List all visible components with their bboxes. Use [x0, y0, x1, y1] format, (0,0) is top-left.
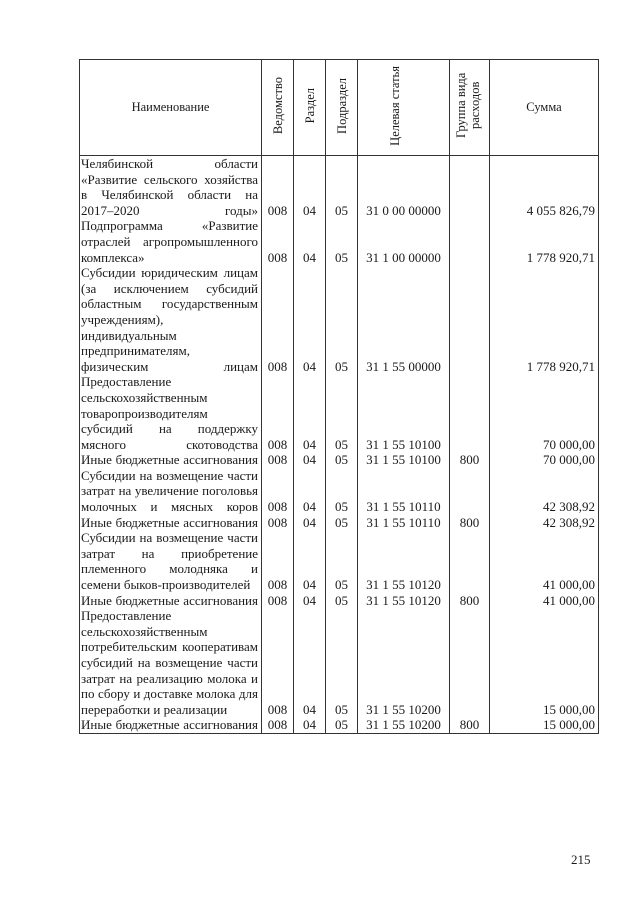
- row-podrazdel: 05: [326, 530, 358, 592]
- row-tselevaya-statya: 31 1 55 10100: [358, 452, 450, 468]
- table-row: [80, 593, 599, 609]
- header-vedomstvo-label: Ведомство: [270, 76, 285, 135]
- table-row: [80, 530, 599, 592]
- row-podrazdel: 05: [326, 608, 358, 717]
- row-vedomstvo: 008: [262, 468, 294, 515]
- row-summa: 42 308,92: [490, 468, 599, 515]
- row-gruppa-vida-rashodov: 800: [450, 452, 490, 468]
- row-tselevaya-statya: 31 1 55 10120: [358, 593, 450, 609]
- row-summa: 4 055 826,79: [490, 156, 599, 219]
- row-podrazdel: 05: [326, 374, 358, 452]
- table-row: [80, 218, 599, 265]
- header-gruppa-vida-rashodov: [450, 60, 490, 156]
- row-name: Подпрограмма «Развитие отраслей агропромышленного комплекса»: [80, 218, 262, 265]
- row-razdel: 04: [294, 156, 326, 219]
- row-podrazdel: 05: [326, 452, 358, 468]
- row-name: Челябинской области «Развитие сельского хозяйства в Челябинской области на 2017–2020 годы»: [80, 156, 262, 219]
- header-tselevaya-statya: [358, 60, 450, 156]
- row-razdel: 04: [294, 717, 326, 733]
- row-vedomstvo: 008: [262, 218, 294, 265]
- row-gruppa-vida-rashodov: 800: [450, 593, 490, 609]
- row-gruppa-vida-rashodov: [450, 265, 490, 374]
- table-row: [80, 156, 599, 219]
- header-summa: Сумма: [490, 60, 599, 156]
- row-name: Иные бюджетные ассигнования: [80, 452, 262, 468]
- row-summa: 1 778 920,71: [490, 218, 599, 265]
- row-tselevaya-statya: 31 1 55 10110: [358, 468, 450, 515]
- row-tselevaya-statya: 31 1 55 10100: [358, 374, 450, 452]
- row-summa: 15 000,00: [490, 608, 599, 717]
- table-row: [80, 452, 599, 468]
- table-row: [80, 374, 599, 452]
- row-vedomstvo: 008: [262, 530, 294, 592]
- row-razdel: 04: [294, 530, 326, 592]
- row-gruppa-vida-rashodov: [450, 468, 490, 515]
- row-podrazdel: 05: [326, 265, 358, 374]
- row-vedomstvo: 008: [262, 593, 294, 609]
- row-gruppa-vida-rashodov: 800: [450, 515, 490, 531]
- row-tselevaya-statya: 31 1 55 10120: [358, 530, 450, 592]
- table-row: [80, 468, 599, 515]
- row-podrazdel: 05: [326, 593, 358, 609]
- header-vedomstvo: [262, 60, 294, 156]
- row-summa: 70 000,00: [490, 374, 599, 452]
- header-tselevaya-statya-label: Целевая статья: [387, 65, 402, 146]
- row-podrazdel: 05: [326, 468, 358, 515]
- row-gruppa-vida-rashodov: [450, 218, 490, 265]
- row-tselevaya-statya: 31 1 55 10200: [358, 608, 450, 717]
- row-summa: 42 308,92: [490, 515, 599, 531]
- row-tselevaya-statya: 31 0 00 00000: [358, 156, 450, 219]
- row-razdel: 04: [294, 468, 326, 515]
- row-name: Иные бюджетные ассигнования: [80, 593, 262, 609]
- row-razdel: 04: [294, 608, 326, 717]
- row-tselevaya-statya: 31 1 55 00000: [358, 265, 450, 374]
- row-name: Иные бюджетные ассигнования: [80, 717, 262, 733]
- row-summa: 41 000,00: [490, 530, 599, 592]
- table-row: [80, 717, 599, 733]
- row-vedomstvo: 008: [262, 156, 294, 219]
- row-name: Предоставление сельскохозяйственным товаропроизводителям субсидий на поддержку мясного скотоводства: [80, 374, 262, 452]
- header-gruppa-vida-rashodov-label: Группа вида расходов: [453, 72, 482, 139]
- row-gruppa-vida-rashodov: [450, 156, 490, 219]
- row-summa: 70 000,00: [490, 452, 599, 468]
- row-tselevaya-statya: 31 1 00 00000: [358, 218, 450, 265]
- row-summa: 1 778 920,71: [490, 265, 599, 374]
- row-name: Предоставление сельскохозяйственным потребительским кооперативам субсидий на возмещение части затрат на реализацию молока и по сбору и доставке молока для переработки и реализации: [80, 608, 262, 717]
- row-vedomstvo: 008: [262, 452, 294, 468]
- table-row: [80, 265, 599, 374]
- table-row: [80, 608, 599, 717]
- row-podrazdel: 05: [326, 218, 358, 265]
- row-razdel: 04: [294, 218, 326, 265]
- row-razdel: 04: [294, 593, 326, 609]
- row-name: Субсидии юридическим лицам (за исключением субсидий областным государственным учреждениям), индивидуальным предпринимателям, физическим лицам: [80, 265, 262, 374]
- row-name: Субсидии на возмещение части затрат на увеличение поголовья молочных и мясных коров: [80, 468, 262, 515]
- row-razdel: 04: [294, 452, 326, 468]
- row-podrazdel: 05: [326, 717, 358, 733]
- row-tselevaya-statya: 31 1 55 10110: [358, 515, 450, 531]
- row-vedomstvo: 008: [262, 717, 294, 733]
- row-podrazdel: 05: [326, 156, 358, 219]
- row-vedomstvo: 008: [262, 608, 294, 717]
- row-podrazdel: 05: [326, 515, 358, 531]
- row-vedomstvo: 008: [262, 515, 294, 531]
- row-vedomstvo: 008: [262, 374, 294, 452]
- row-name: Субсидии на возмещение части затрат на приобретение племенного молодняка и семени быков-производителей: [80, 530, 262, 592]
- row-summa: 15 000,00: [490, 717, 599, 733]
- header-podrazdel-label: Подраздел: [334, 77, 349, 134]
- row-summa: 41 000,00: [490, 593, 599, 609]
- row-razdel: 04: [294, 515, 326, 531]
- table-header-row: [80, 60, 599, 156]
- row-gruppa-vida-rashodov: [450, 374, 490, 452]
- page-number: 215: [571, 852, 591, 867]
- header-podrazdel: [326, 60, 358, 156]
- row-gruppa-vida-rashodov: 800: [450, 717, 490, 733]
- row-tselevaya-statya: 31 1 55 10200: [358, 717, 450, 733]
- budget-table: [79, 59, 599, 734]
- row-razdel: 04: [294, 374, 326, 452]
- header-razdel-label: Раздел: [302, 87, 317, 124]
- table-row: [80, 515, 599, 531]
- row-vedomstvo: 008: [262, 265, 294, 374]
- header-razdel: [294, 60, 326, 156]
- row-name: Иные бюджетные ассигнования: [80, 515, 262, 531]
- row-gruppa-vida-rashodov: [450, 530, 490, 592]
- header-name: Наименование: [80, 60, 262, 156]
- row-razdel: 04: [294, 265, 326, 374]
- row-gruppa-vida-rashodov: [450, 608, 490, 717]
